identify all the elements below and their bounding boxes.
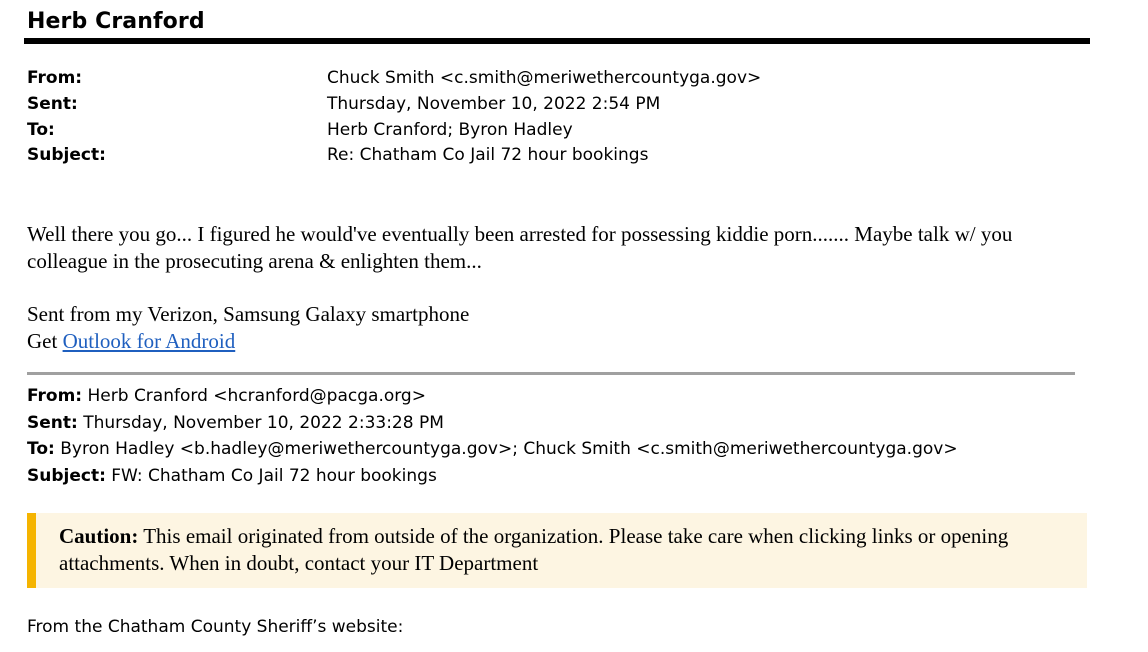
forward-divider bbox=[27, 372, 1075, 375]
from-label: From: bbox=[27, 68, 83, 88]
from-value: Chuck Smith <c.smith@meriwethercountyga.gov> bbox=[327, 68, 762, 88]
closing-line: From the Chatham County Sheriff’s website: bbox=[27, 617, 404, 637]
get-prefix: Get bbox=[27, 329, 63, 353]
get-outlook-line bbox=[27, 328, 827, 355]
fw-sent-row bbox=[27, 410, 958, 437]
caution-message: This email originated from outside of the organization. Please take care when clicking links or opening attachments. When in doubt, contact your IT Department bbox=[59, 524, 1009, 575]
subject-label: Subject: bbox=[27, 145, 106, 165]
fw-subject-label: Subject: bbox=[27, 465, 106, 486]
sent-value: Thursday, November 10, 2022 2:54 PM bbox=[327, 94, 661, 114]
outlook-for-android-link[interactable]: Outlook for Android bbox=[62, 329, 236, 353]
fw-subject-row bbox=[27, 463, 958, 490]
signature-line: Sent from my Verizon, Samsung Galaxy smartphone bbox=[27, 302, 470, 326]
fw-to-value: Byron Hadley <b.hadley@meriwethercountyga.gov>; Chuck Smith <c.smith@meriwethercountyga.gov> bbox=[54, 439, 958, 459]
sent-label: Sent: bbox=[27, 94, 78, 114]
fw-to-row bbox=[27, 436, 958, 463]
forwarded-header bbox=[27, 383, 958, 489]
to-label: To: bbox=[27, 120, 55, 140]
fw-from-row bbox=[27, 383, 958, 410]
caution-text bbox=[59, 523, 1069, 577]
fw-from-value: Herb Cranford <hcranford@pacga.org> bbox=[82, 386, 426, 406]
email-signature bbox=[27, 301, 827, 355]
fw-sent-value: Thursday, November 10, 2022 2:33:28 PM bbox=[77, 412, 444, 433]
header-divider bbox=[24, 38, 1090, 44]
caution-banner bbox=[27, 513, 1087, 588]
to-value: Herb Cranford; Byron Hadley bbox=[327, 120, 573, 140]
fw-from-label: From: bbox=[27, 386, 83, 406]
fw-subject-value: FW: Chatham Co Jail 72 hour bookings bbox=[105, 465, 437, 486]
fw-to-label: To: bbox=[27, 439, 55, 459]
caution-accent-bar bbox=[27, 513, 36, 588]
fw-sent-label: Sent: bbox=[27, 412, 78, 433]
subject-value: Re: Chatham Co Jail 72 hour bookings bbox=[327, 145, 649, 165]
email-body-paragraph: Well there you go... I figured he would've eventually been arrested for possessing kiddie porn....... Maybe talk w/ you colleague in the prosecuting arena & enlighten them... bbox=[27, 222, 1013, 273]
mailbox-owner-name: Herb Cranford bbox=[27, 9, 205, 34]
caution-label: Caution: bbox=[59, 524, 139, 548]
